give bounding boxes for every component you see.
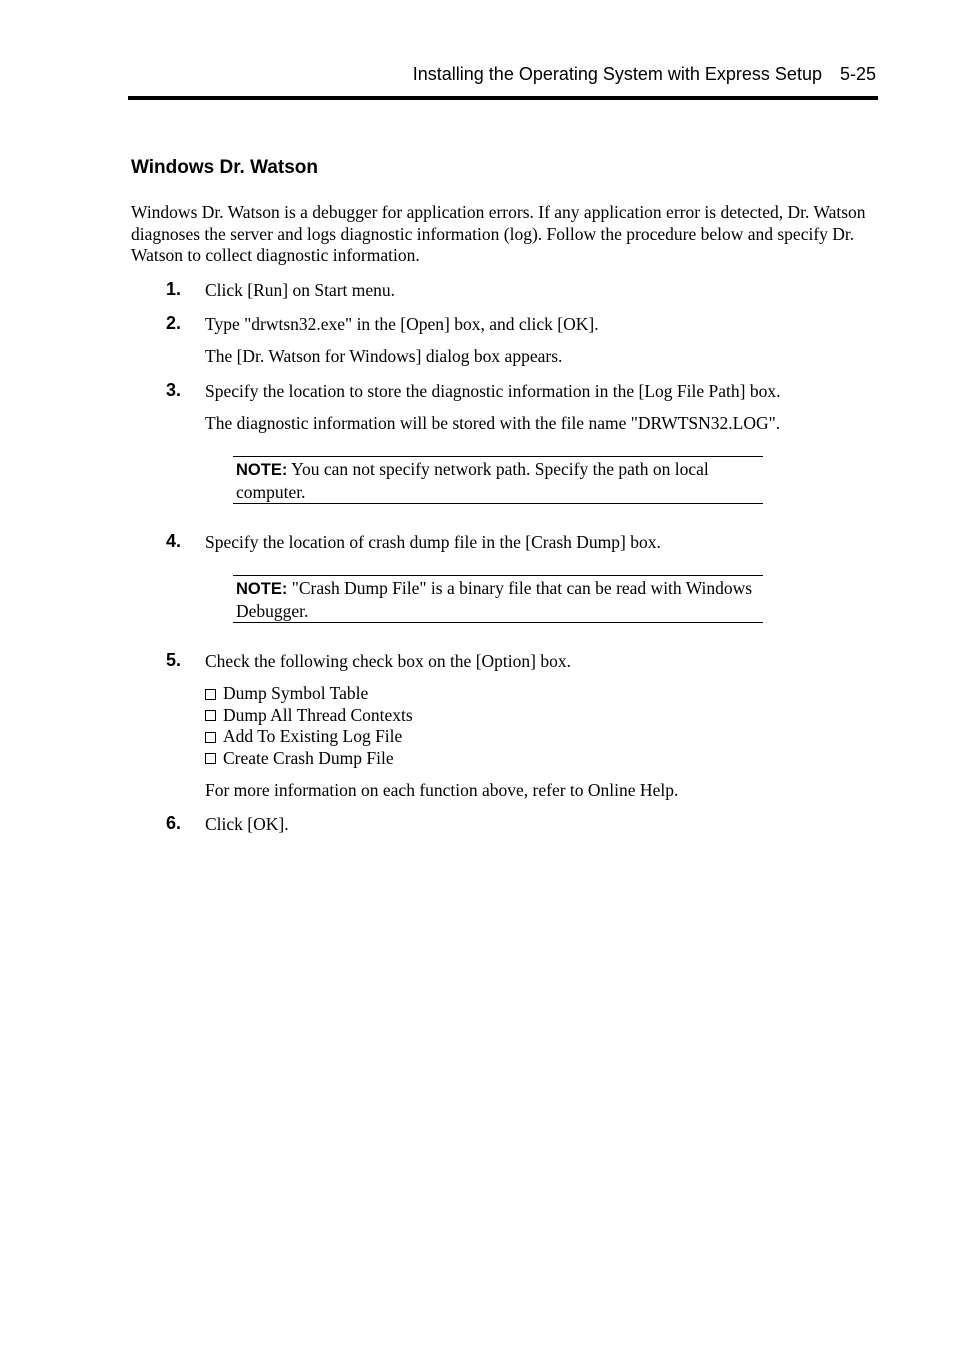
note-label: NOTE:: [236, 461, 288, 479]
step-5-number: 5.: [166, 650, 182, 670]
step-2-detail: The [Dr. Watson for Windows] dialog box appears.: [205, 346, 563, 366]
option-create-crash-dump-file[interactable]: [205, 748, 413, 770]
step-4-number: 4.: [166, 531, 182, 551]
step-1-text: Click [Run] on Start menu.: [205, 280, 396, 300]
note-label: NOTE:: [236, 580, 288, 598]
option-checklist: [205, 683, 413, 769]
note-text: "Crash Dump File" is a binary file that can be read with Windows Debugger.: [236, 578, 753, 621]
page-header: [128, 64, 878, 100]
option-label: Create Crash Dump File: [223, 747, 394, 768]
option-label: Add To Existing Log File: [223, 726, 403, 746]
option-add-to-existing-log-file[interactable]: [205, 726, 413, 748]
option-dump-symbol-table[interactable]: [205, 683, 413, 705]
section-title: Windows Dr. Watson: [131, 157, 319, 178]
step-2-number: 2.: [166, 313, 182, 333]
chapter-title: Installing the Operating System with Express Setup: [412, 64, 822, 84]
intro-paragraph: Windows Dr. Watson is a debugger for application errors. If any application error is detected, Dr. Watson diagnoses the server and logs diagnostic information (log). Follow the procedure below and specify Dr. Watson to collect diagnostic information.: [131, 202, 866, 265]
step-3-detail: The diagnostic information will be stored with the file name "DRWTSN32.LOG".: [205, 413, 781, 433]
checkbox-icon[interactable]: [205, 732, 216, 743]
checkbox-icon[interactable]: [205, 689, 216, 700]
step-3-number: 3.: [166, 380, 182, 400]
step-2-text: Type "drwtsn32.exe" in the [Open] box, and click [OK].: [205, 314, 599, 334]
checkbox-icon[interactable]: [205, 710, 216, 721]
page-number: 5-25: [839, 64, 876, 84]
note-text: You can not specify network path. Specify the path on local computer.: [236, 459, 709, 502]
step-3-text: Specify the location to store the diagnostic information in the [Log File Path] box.: [205, 381, 781, 401]
step-6-text: Click [OK].: [205, 814, 289, 834]
checkbox-icon[interactable]: [205, 753, 216, 764]
step-5-detail: For more information on each function above, refer to Online Help.: [205, 780, 679, 800]
option-label: Dump All Thread Contexts: [223, 704, 413, 725]
note-box-2: [233, 575, 763, 623]
step-1-number: 1.: [166, 279, 182, 299]
option-label: Dump Symbol Table: [223, 683, 369, 703]
step-4-text: Specify the location of crash dump file in the [Crash Dump] box.: [205, 532, 661, 552]
step-5-text: Check the following check box on the [Option] box.: [205, 651, 571, 671]
step-6-number: 6.: [166, 813, 182, 833]
option-dump-all-thread-contexts[interactable]: [205, 705, 413, 727]
note-box-1: [233, 456, 763, 504]
header-text: [413, 64, 876, 85]
